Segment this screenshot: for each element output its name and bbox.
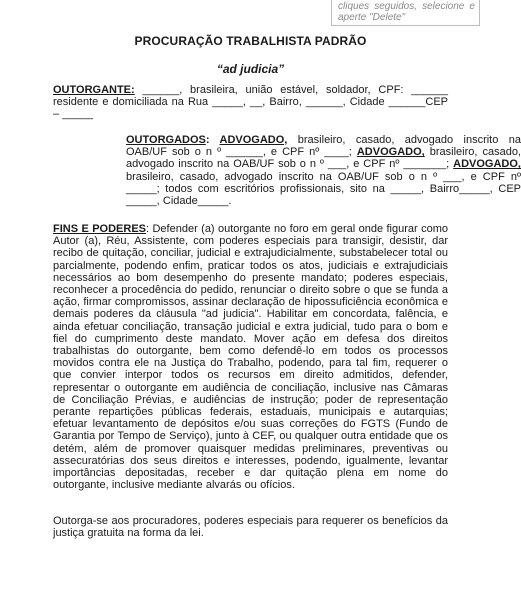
advogado-3-text: brasileiro, casado, advogado inscrito na OAB/UF sob o n º ___, e CPF nº _____; todos com escritórios profissionais, sito na _____, Bairro_____, CEP _____, Cidade_____. xyxy=(126,170,521,208)
final-paragraph: Outorga-se aos procuradores, poderes especiais para requerer os benefícios da justiça gratuita na forma da lei. xyxy=(53,515,448,540)
advogado-3-label: ADVOGADO, xyxy=(453,158,521,171)
document-subtitle: “ad judicia” xyxy=(216,62,285,76)
hint-text: cliques seguidos, selecione e aperte "Delete" xyxy=(338,1,475,23)
advogado-2-text: brasileiro, casado, advogado inscrito na OAB/UF sob o n º ___, e CPF nº _______; xyxy=(126,146,521,171)
document-title: PROCURAÇÃO TRABALHISTA PADRÃO xyxy=(134,34,367,48)
outorgante-text: ______, brasileira, união estável, soldador, CPF: ______ residente e domiciliada na Rua _____, __, Bairro, ______, Cidade ______CEP – _____ xyxy=(53,84,448,121)
advogado-1-label: ADVOGADO, xyxy=(219,134,288,146)
outorgados-paragraph xyxy=(53,134,521,207)
outorgados-label: OUTORGADOS xyxy=(126,134,206,146)
outorgante-label: OUTORGANTE: xyxy=(53,84,135,96)
fins-poderes-paragraph xyxy=(53,223,448,491)
fins-poderes-label: FINS E PODERES xyxy=(53,223,147,235)
advogado-1-text: brasileiro, casado, advogado inscrito na OAB/UF sob o n º ______, e CPF nº ____; xyxy=(126,134,521,159)
outorgados-colon: : xyxy=(205,134,220,146)
fins-poderes-text: : Defender (a) outorgante no foro em geral onde figurar como Autor (a), Réu, Assistente, com poderes especiais para transigir, desistir, dar recibo de quitação, conciliar, judicial e extrajudicialmente, substabelecer total ou parcialmente, podendo enfim, praticar todos os atos, judiciais e extrajudiciais necessários ao bom desempenho do presente mandato; poderes especiais, reconhecer a procedência do pedido, renunciar o direito sobre o que se funda a ação, firmar compromissos, assinar declaração de hipossuficiência econômica e demais poderes da cláusula "ad judicia". Habilitar em concordata, falência, e ainda efetuar conciliação, transação judicial e extra judicial, tudo para o bom e fiel do cumprimento deste mandato. Mover ação em defesa dos direitos trabalhistas do outorgante, bem como defendê-lo em todos os processos movidos contra ele na Justiça do Trabalho, podendo, para tal fim, requerer o que convier interpor todos os recursos em direito admitidos, defender, representar o outorgante em audiência de conciliação, inclusive nas Câmaras de Conciliação Prévias, e audiências de instrução; poder de representação perante repartições públicas federais, estaduais, municipais e autarquias; efetuar levantamento de depósitos e/ou suas correções do FGTS (Fundo de Garantia por Tempo de Serviço), junto à CEF, ou qualquer outra entidade que os detém, além de promover quaisquer medidas preliminares, preventivas ou assecuratórias dos seus direitos e interesses, podendo, igualmente, levantar importâncias depositadas, receber e dar quitação plena em nome do outorgante, inclusive mediante alvarás ou ofícios. xyxy=(53,223,448,492)
instruction-hint-box xyxy=(331,0,480,26)
advogado-2-label: ADVOGADO, xyxy=(356,146,425,159)
outorgante-paragraph xyxy=(53,84,448,121)
